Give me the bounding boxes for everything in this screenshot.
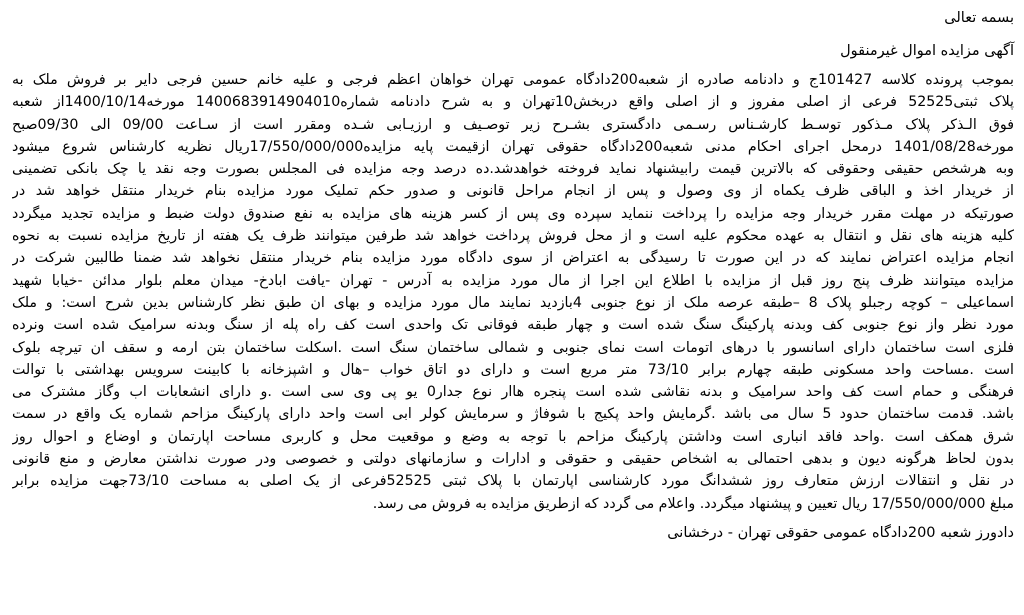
document-title: آگهی مزایده اموال غیرمنقول (840, 43, 1014, 59)
body-line: صورتیکه در مهلت مقرر خریدار وجه مزایده را پرداخت ننماید سپرده وی پس از کسر هزینه های مزایده به نفع صندوق دولت ضبط و مزایده تجدید میگردد (12, 205, 1014, 222)
body-line: فرهنگی و حمام است کف واحد سرامیک و بدنه نقاشی شده است پنجره هاار نوع جدار0 یو پی وی سی است .و دارای انشعابات اب وگاز مشترک می (12, 384, 1014, 401)
body-line: پلاک ثبتی52525 فرعی از اصلی مفروز و از اصلی واقع دربخش10تهران و به شرح دادنامه شماره1400683914904010 مورخه1400/10/14از شعبه (12, 94, 1014, 111)
document-body (12, 69, 1014, 515)
body-line: مورخه1401/08/28 درمحل اجرای احکام مدنی شعبه200دادگاه حقوقی تهران ازقیمت پایه مزایده17/550/000/000ریال نظریه کارشناس شروع میشود (12, 138, 1014, 155)
signature-line: دادورز شعبه 200دادگاه عمومی حقوقی تهران - درخشانی (667, 524, 1014, 541)
body-line: انجام مزایده اعتراض نمایند که در این صورت تا رسیدگی به اعتراض از سوی دادگاه مورد مزایده بنام خریدار منتقل نخواهد شد ضمنا طالبین شرکت در (12, 250, 1014, 267)
body-line: اسماعیلی – کوچه رجبلو پلاک 8 –طبقه عرصه ملک از نوع جنوبی 4بازدید نمایند مال مورد مزایده و بهای ان طبق نظر کارشناس بدین شرح است: و ملک (12, 294, 1014, 311)
body-line: بدون لحاظ هرگونه دیون و بدهی احتمالی به اشخاص حقیقی و حقوقی و ادارات و سازمانهای دولتی و خصوصی ودر صورت نداشتن معارض و منع قانونی (12, 451, 1014, 468)
body-line: بموجب پرونده کلاسه 101427ج و دادنامه صادره از شعبه200دادگاه عمومی تهران خواهان اعظم فرجی و علیه خانم حسین فرجی دایر بر فروش ملک به (12, 72, 1014, 88)
body-line: فلزی است ساختمان دارای اسانسور با درهای اتومات است نمای جنوبی و شمالی ساختمان سنگ است .اسکلت ساختمان بتن ارمه و سقف ان تیرچه بلوک (12, 339, 1014, 356)
body-line: از خریدار اخذ و الباقی ظرف یکماه از وی وصول و پس از انجام مراحل قانونی و صدور حکم تملیک مورد مزایده بنام خریدار منتقل خواهد شد در (12, 183, 1014, 200)
basmala-heading: بسمه تعالی (944, 10, 1014, 26)
body-line: است .مساحت واحد مسکونی طبقه چهارم برابر 73/10 متر مربع است و دارای دو اتاق خواب –هال و اشپزخانه با کابینت سرویس بهداشتی با توالت (12, 361, 1014, 378)
body-line: در نقل و انتقالات ارزش متعارف روز ششدانگ مورد کارشناسی اپارتمان با پلاک ثبتی 52525فرعی از یک اصلی به مساحت 73/10جهت مزایده برابر (12, 473, 1014, 490)
body-line: وبه هرشخص حقیقی وحقوقی که بالاترین قیمت رابیشنهاد نماید فروخته خواهدشد.ده درصد وجه مزایده فی المجلس بصورت وجه نقد یا چک بانکی تضمینی (12, 161, 1014, 178)
body-line: فوق الـذکر پلاک مـذکور توسـط کارشـناس رسـمی دادگستری بشـرح زیر توصـیف و ارزیـابی شـده ومقرر است از سـاعت 09/00 الی 09/30صبح (12, 116, 1014, 133)
body-line: مبلغ 17/550/000/000 ریال تعیین و پیشنهاد میگردد. واعلام می گردد که ازطریق مزایده به فروش می رسد. (372, 495, 1014, 512)
body-line: کلیه هزینه های نقل و انتقال به عهده محکوم علیه است و از محل فروش پرداخت خواهد شد طرفین میتوانند ظرف یک هفته از تاریخ مزایده نسبت به نحوه (12, 228, 1014, 245)
body-line: شرق همکف است .واحد فاقد انباری است وداشتن پارکینگ مزاحم با توجه به وضع و موقعیت محل و کاربری مساحت اپارتمان و اوضاع و احوال روز (12, 428, 1014, 445)
body-line: مورد نظر واز نوع جنوبی کف وبدنه پارکینگ سنگ شده است و چهار طبقه فوقانی تک واحدی است کف راه پله از سنگ وبدنه سرامیک شده است ونرده (12, 317, 1014, 334)
body-line: باشد. قدمت ساختمان حدود 5 سال می باشد .گرمایش واحد پکیج با شوفاژ و سرمایش کولر ابی است واحد دارای پارکینگ مزاحم شماره یک واقع در سمت (12, 406, 1014, 423)
body-line: مزایده میتوانند ظرف پنج روز قبل از مزایده با اطلاع این اجرا از مال مورد مزایده به آدرس - تهران -یافت ابادخ- میدان معلم بلوار مدائن -خیابا شهید (12, 272, 1014, 289)
